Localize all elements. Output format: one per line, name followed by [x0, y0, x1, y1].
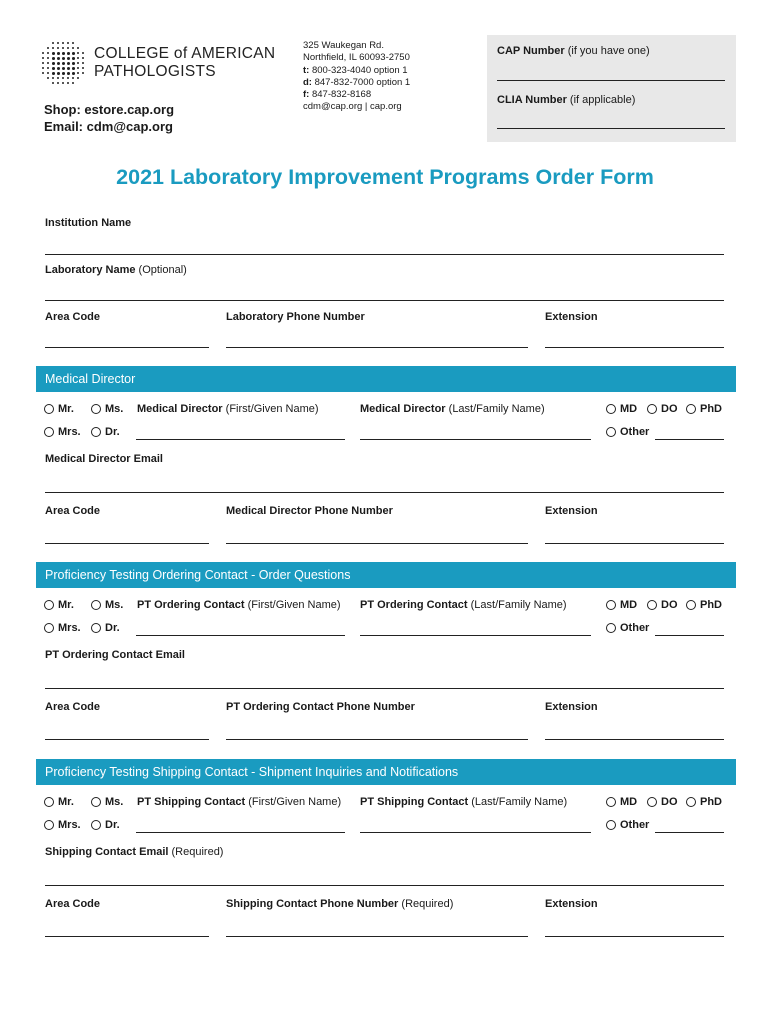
logo-dot [52, 52, 55, 55]
logo-dot [57, 42, 59, 44]
extension-label: Extension [545, 311, 598, 323]
logo-dot [52, 82, 54, 84]
logo-dot [52, 72, 55, 75]
radio-circle-icon[interactable] [44, 427, 54, 437]
cap-number-label: CAP Number (if you have one) [497, 45, 650, 57]
title-mrs-radio[interactable]: Mrs. [44, 622, 81, 634]
logo-dot [67, 62, 70, 65]
logo-dot [82, 52, 84, 54]
logo-dot [47, 47, 49, 49]
title-dr-radio[interactable]: Dr. [91, 426, 120, 438]
form-title: 2021 Laboratory Improvement Programs Order Form [116, 165, 654, 189]
logo-dot [72, 62, 75, 65]
first-name-field[interactable] [136, 439, 345, 440]
first-name-field[interactable] [136, 832, 345, 833]
email-link[interactable]: Email: cdm@cap.org [44, 119, 173, 134]
radio-circle-icon[interactable] [91, 623, 101, 633]
logo-dot [77, 72, 79, 74]
logo-dot [62, 47, 64, 49]
phone-label: Shipping Contact Phone Number (Required) [226, 898, 454, 910]
last-name-label: PT Ordering Contact (Last/Family Name) [360, 599, 567, 611]
radio-circle-icon[interactable] [44, 600, 54, 610]
area-code-label: Area Code [45, 701, 101, 713]
radio-circle-icon[interactable] [606, 820, 616, 830]
logo-dot [52, 42, 54, 44]
last-name-field[interactable] [360, 832, 591, 833]
org-name [94, 45, 275, 81]
email-field[interactable] [45, 688, 724, 689]
address-line2: Northfield, IL 60093-2750 [303, 52, 410, 64]
logo-dot [47, 72, 49, 74]
web-links[interactable]: cdm@cap.org | cap.org [303, 101, 402, 113]
cap-number-box [487, 35, 736, 142]
title-dr-radio[interactable]: Dr. [91, 819, 120, 831]
radio-circle-icon[interactable] [647, 797, 657, 807]
logo-dot [62, 67, 65, 70]
lab-name-label: Laboratory Name (Optional) [45, 264, 187, 276]
degree-other-field[interactable] [655, 832, 724, 833]
radio-circle-icon[interactable] [647, 404, 657, 414]
clia-number-label: CLIA Number (if applicable) [497, 94, 636, 106]
logo-dot [72, 47, 74, 49]
radio-circle-icon[interactable] [606, 404, 616, 414]
email-label: PT Ordering Contact Email [45, 649, 185, 661]
radio-circle-icon[interactable] [91, 404, 101, 414]
logo-dot [62, 42, 64, 44]
logo-dot [42, 57, 44, 59]
last-name-field[interactable] [360, 635, 591, 636]
fax [303, 89, 410, 101]
radio-circle-icon[interactable] [91, 427, 101, 437]
degree-other-radio[interactable]: Other [606, 819, 649, 831]
email-label: Medical Director Email [45, 453, 163, 465]
phone-value: 847-832-7000 option 1 [311, 76, 411, 88]
extension-field[interactable] [545, 347, 724, 348]
org-name-line2: PATHOLOGISTS [94, 63, 216, 80]
radio-circle-icon[interactable] [647, 600, 657, 610]
area-code-field[interactable] [45, 739, 209, 740]
degree-phd-radio[interactable]: PhD [686, 403, 722, 415]
radio-circle-icon[interactable] [686, 600, 696, 610]
logo-dot [62, 72, 65, 75]
degree-other-radio[interactable]: Other [606, 426, 649, 438]
logo-dot [62, 52, 65, 55]
logo-dot [57, 72, 60, 75]
first-name-label: Medical Director (First/Given Name) [137, 403, 319, 415]
logo-dot [47, 52, 49, 54]
logo-dot [42, 62, 44, 64]
logo-dot [77, 62, 79, 64]
degree-md-radio[interactable]: MD [606, 599, 637, 611]
clia-number-field[interactable] [497, 128, 725, 129]
radio-circle-icon[interactable] [606, 427, 616, 437]
degree-phd-radio[interactable]: PhD [686, 599, 722, 611]
institution-name-label: Institution Name [45, 217, 132, 229]
cap-number-field[interactable] [497, 80, 725, 81]
radio-circle-icon[interactable] [606, 623, 616, 633]
logo-dot [42, 67, 44, 69]
title-ms-radio[interactable]: Ms. [91, 403, 123, 415]
phone-field[interactable] [226, 936, 528, 937]
lab-name-field[interactable] [45, 300, 724, 301]
contact-block [303, 40, 410, 114]
logo-dot [77, 67, 79, 69]
logo-dot [77, 52, 79, 54]
radio-circle-icon[interactable] [44, 797, 54, 807]
institution-name-field[interactable] [45, 254, 724, 255]
logo-dot [82, 57, 84, 59]
phone-value: 847-832-8168 [309, 89, 372, 101]
logo-dot [57, 62, 60, 65]
title-ms-radio[interactable]: Ms. [91, 796, 123, 808]
email-field[interactable] [45, 492, 724, 493]
degree-other-field[interactable] [655, 439, 724, 440]
radio-circle-icon[interactable] [44, 820, 54, 830]
lab-phone-field[interactable] [226, 347, 528, 348]
radio-circle-icon[interactable] [686, 404, 696, 414]
logo-dot [82, 62, 84, 64]
phone-prefix: d: [303, 76, 312, 88]
logo-dot [72, 57, 75, 60]
logo-dot [52, 57, 55, 60]
address-line1: 325 Waukegan Rd. [303, 40, 384, 51]
logo-dot [72, 42, 74, 44]
logo-dot [62, 77, 64, 79]
area-code-label: Area Code [45, 898, 101, 910]
title-mrs-radio[interactable]: Mrs. [44, 426, 81, 438]
lab-phone-label: Laboratory Phone Number [226, 311, 365, 323]
title-dr-radio[interactable]: Dr. [91, 622, 120, 634]
logo-dot [72, 77, 74, 79]
extension-field[interactable] [545, 739, 724, 740]
shop-link[interactable]: Shop: estore.cap.org [44, 102, 175, 117]
org-name-line1: COLLEGE of AMERICAN [94, 45, 276, 62]
logo-dot [52, 47, 54, 49]
logo-dot [67, 82, 69, 84]
logo-dot [52, 77, 54, 79]
radio-circle-icon[interactable] [44, 623, 54, 633]
last-name-label: Medical Director (Last/Family Name) [360, 403, 545, 415]
logo-dot [72, 52, 75, 55]
logo-dot [47, 77, 49, 79]
phone-value: 800-323-4040 option 1 [309, 64, 408, 76]
logo-dot [82, 72, 84, 74]
extension-field[interactable] [545, 543, 724, 544]
phone-prefix: t: [303, 64, 310, 76]
logo-dot [67, 57, 70, 60]
degree-do-radio[interactable]: DO [647, 599, 678, 611]
logo-dot [52, 67, 55, 70]
first-name-label: PT Shipping Contact (First/Given Name) [137, 796, 342, 808]
radio-circle-icon[interactable] [91, 820, 101, 830]
email-label: Shipping Contact Email (Required) [45, 846, 224, 858]
degree-md-radio[interactable]: MD [606, 796, 637, 808]
title-mr-radio[interactable]: Mr. [44, 599, 74, 611]
radio-circle-icon[interactable] [44, 404, 54, 414]
logo-dot [57, 77, 59, 79]
logo-dot [62, 62, 65, 65]
logo-dot [62, 82, 64, 84]
title-mrs-radio[interactable]: Mrs. [44, 819, 81, 831]
logo-dot [67, 72, 70, 75]
phone-field[interactable] [226, 543, 528, 544]
section-header: Proficiency Testing Shipping Contact - Shipment Inquiries and Notifications [36, 759, 736, 785]
phone-label: Medical Director Phone Number [226, 505, 393, 517]
title-mr-radio[interactable]: Mr. [44, 403, 74, 415]
first-name-label: PT Ordering Contact (First/Given Name) [137, 599, 341, 611]
area-code-field[interactable] [45, 543, 209, 544]
phone-prefix: f: [303, 89, 310, 101]
logo-dot [42, 72, 44, 74]
logo-dot [67, 42, 69, 44]
logo-dot [52, 62, 55, 65]
logo-dot [57, 82, 59, 84]
cap-logo-icon [42, 42, 86, 86]
radio-circle-icon[interactable] [606, 797, 616, 807]
radio-circle-icon[interactable] [606, 600, 616, 610]
degree-other-field[interactable] [655, 635, 724, 636]
section-header: Medical Director [36, 366, 736, 392]
email-field[interactable] [45, 885, 724, 886]
phone-field[interactable] [226, 739, 528, 740]
degree-md-radio[interactable]: MD [606, 403, 637, 415]
extension-field[interactable] [545, 936, 724, 937]
degree-do-radio[interactable]: DO [647, 796, 678, 808]
radio-circle-icon[interactable] [91, 600, 101, 610]
logo-dot [67, 77, 69, 79]
phone-label: PT Ordering Contact Phone Number [226, 701, 415, 713]
area-code-field[interactable] [45, 936, 209, 937]
logo-dot [57, 67, 60, 70]
area-code-field[interactable] [45, 347, 209, 348]
logo-dot [67, 67, 70, 70]
extension-label: Extension [545, 505, 598, 517]
logo-dot [57, 57, 60, 60]
extension-label: Extension [545, 701, 598, 713]
extension-label: Extension [545, 898, 598, 910]
logo-dot [77, 77, 79, 79]
degree-do-radio[interactable]: DO [647, 403, 678, 415]
degree-other-radio[interactable]: Other [606, 622, 649, 634]
area-code-label: Area Code [45, 505, 101, 517]
logo-dot [82, 67, 84, 69]
degree-phd-radio[interactable]: PhD [686, 796, 722, 808]
section-header: Proficiency Testing Ordering Contact - Order Questions [36, 562, 736, 588]
logo-dot [57, 47, 59, 49]
phone-toll-free [303, 65, 410, 77]
logo-dot [47, 62, 49, 64]
logo-dot [47, 57, 49, 59]
logo-dot [77, 47, 79, 49]
title-mr-radio[interactable]: Mr. [44, 796, 74, 808]
logo-dot [42, 52, 44, 54]
logo-dot [77, 57, 79, 59]
logo-dot [67, 52, 70, 55]
logo-dot [72, 67, 75, 70]
title-ms-radio[interactable]: Ms. [91, 599, 123, 611]
last-name-label: PT Shipping Contact (Last/Family Name) [360, 796, 568, 808]
first-name-field[interactable] [136, 635, 345, 636]
radio-circle-icon[interactable] [686, 797, 696, 807]
logo-dot [57, 52, 60, 55]
last-name-field[interactable] [360, 439, 591, 440]
phone-direct [303, 77, 410, 89]
area-code-label: Area Code [45, 311, 101, 323]
radio-circle-icon[interactable] [91, 797, 101, 807]
logo-dot [62, 57, 65, 60]
logo-dot [72, 72, 75, 75]
logo-dot [67, 47, 69, 49]
logo-dot [47, 67, 49, 69]
logo-dot [72, 82, 74, 84]
